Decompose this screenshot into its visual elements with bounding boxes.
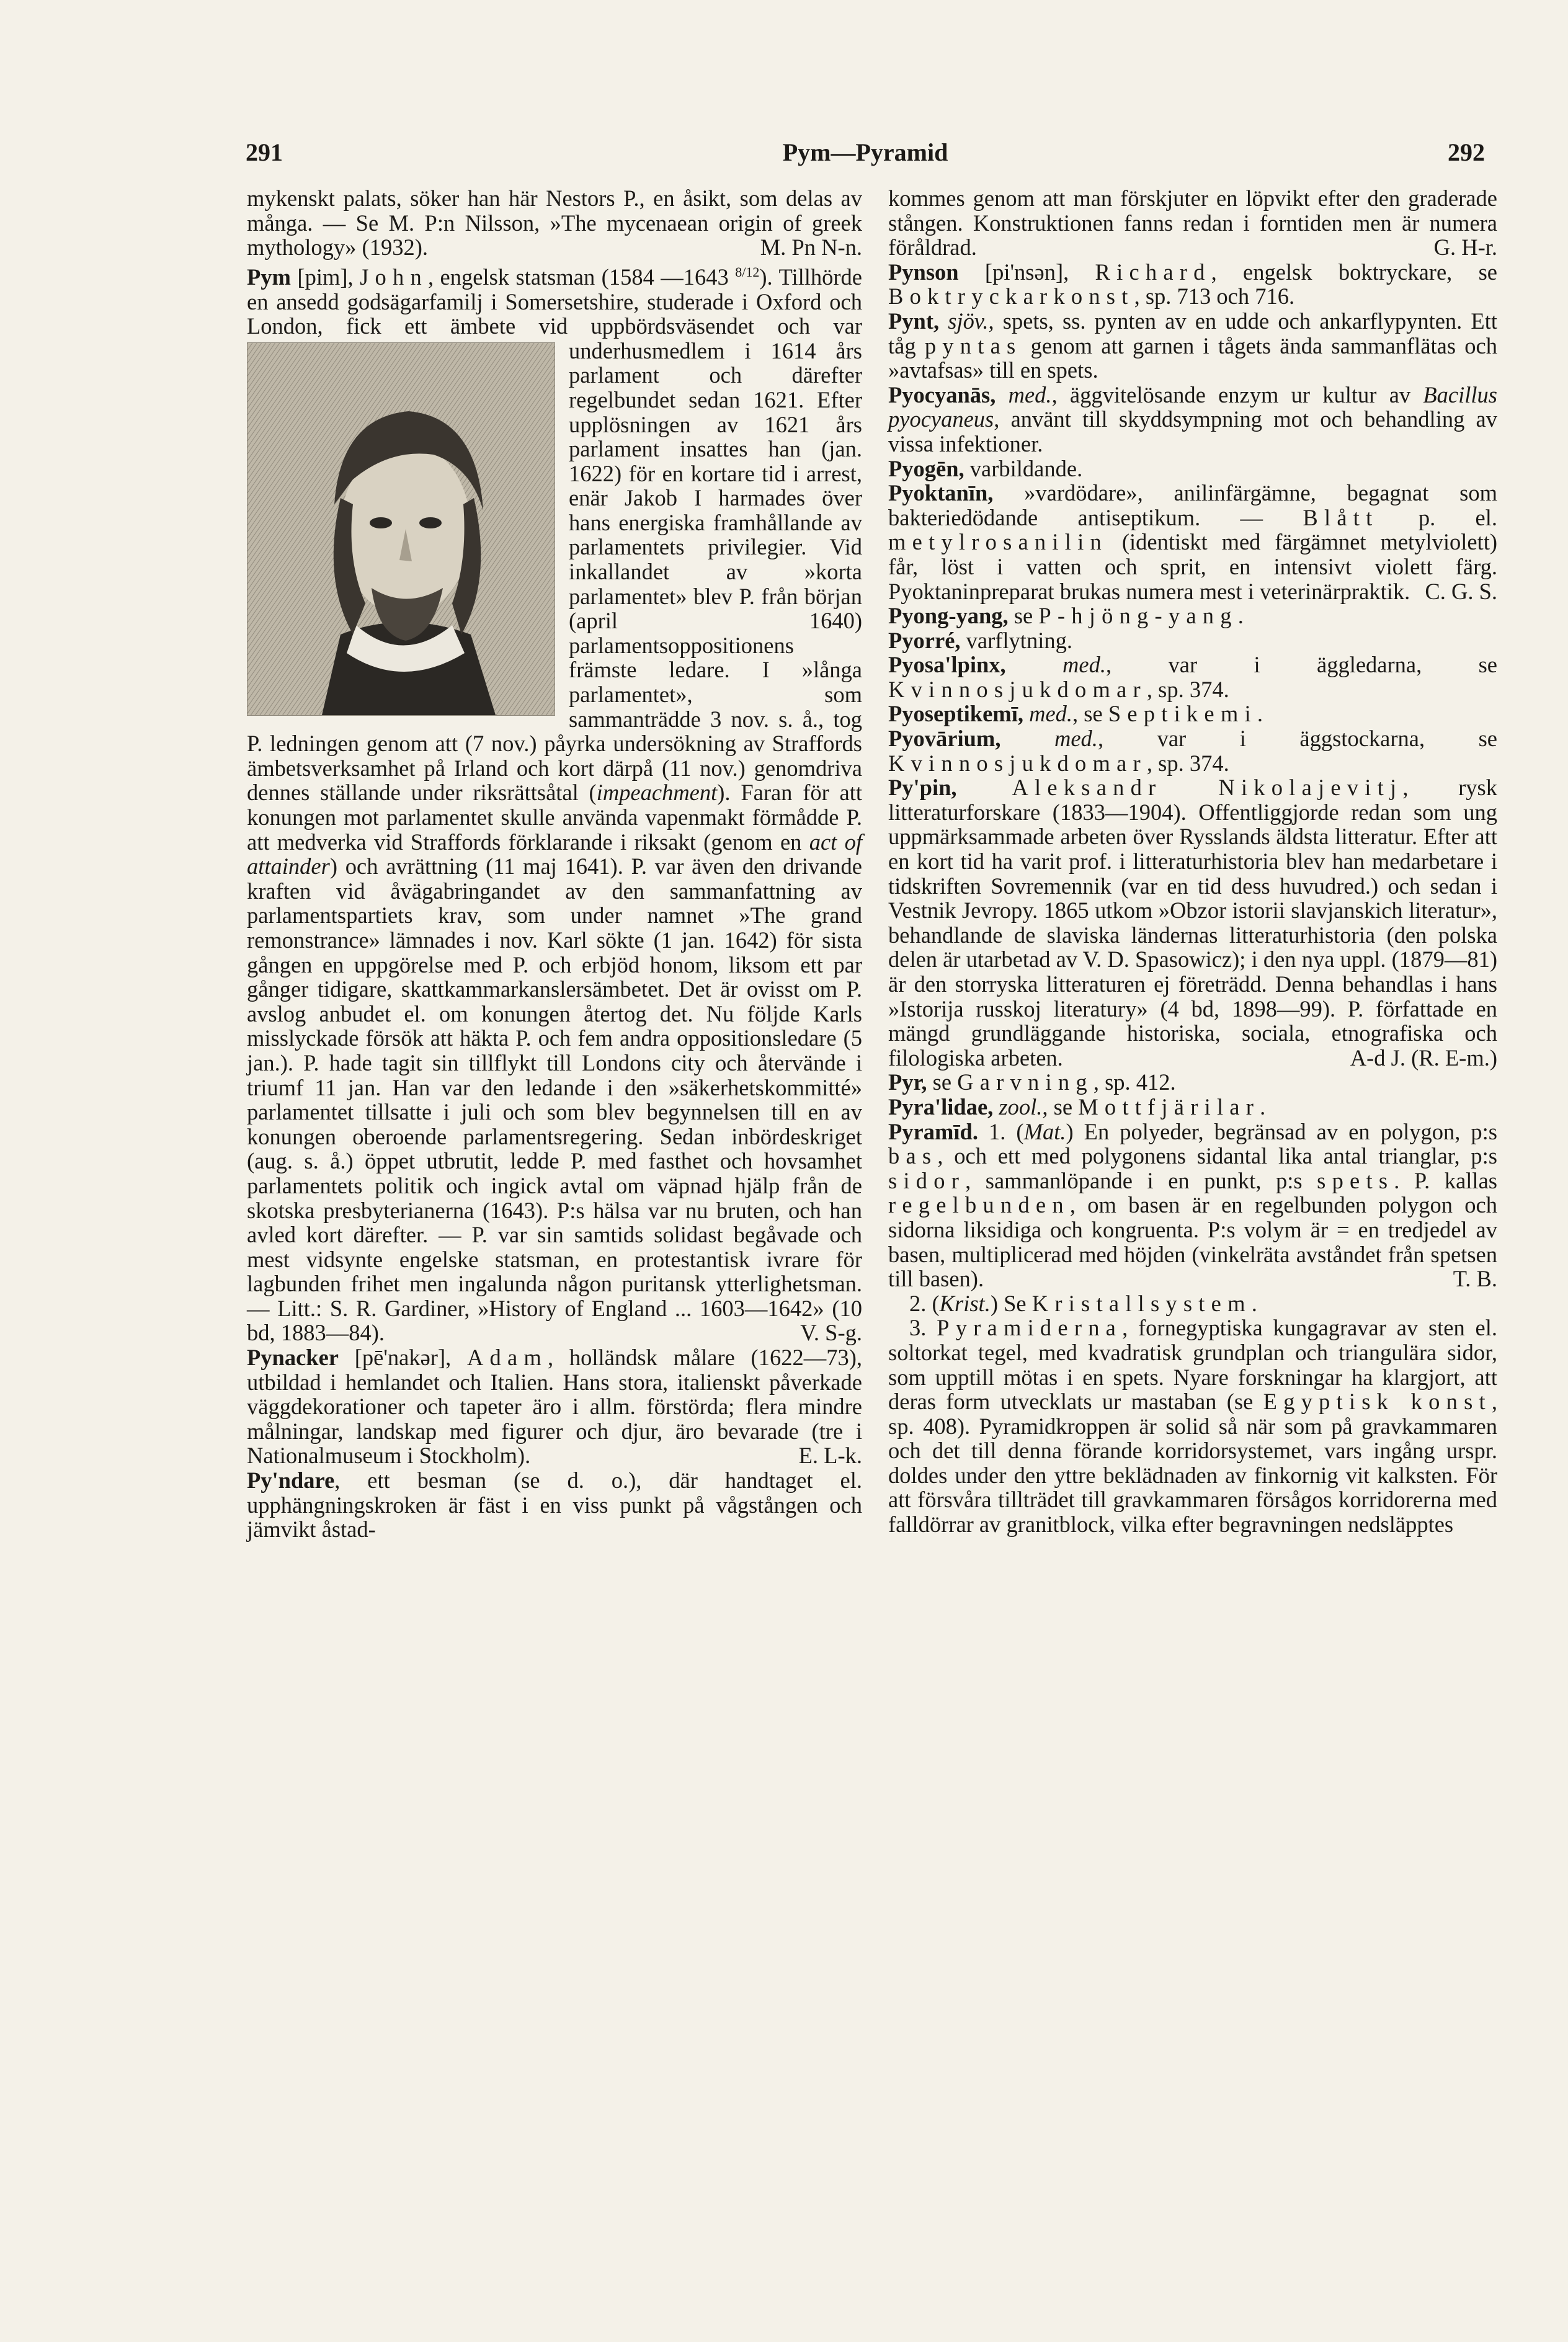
text: , fornegyptiska kungagravar av sten el. soltorkat tegel, med kvadratisk grundplan och triangulära sidor, som upptill mötas i en spets. Nyare forskningar ha klargjort, att deras form utvecklats ur mastaban (se (888, 1315, 1497, 1415)
entry-headword: Pyoktanīn, (888, 480, 994, 506)
text: , använt till skyddsympning mot och behandling av vissa infektioner. (888, 406, 1497, 456)
text: , sp. 374. (1146, 676, 1229, 702)
text: . (1251, 1290, 1257, 1316)
spaced-term: spets (1317, 1167, 1394, 1193)
pronunciation: [pē'nakər], (339, 1345, 467, 1371)
spaced-term: bas (888, 1143, 938, 1169)
text: , var i äggstockarna, se (1097, 726, 1498, 752)
cross-reference: Egyptisk konst (1263, 1389, 1492, 1415)
text: ) Se (990, 1290, 1032, 1316)
entry-continuation (888, 186, 1497, 260)
running-title: Pym—Pyramid (782, 138, 948, 166)
entry-headword: Pyoseptikemī, (888, 701, 1023, 727)
italic-term: Krist. (939, 1290, 991, 1316)
text: varbildande. (964, 455, 1083, 481)
cross-reference: P-hjöng-yang (1038, 603, 1238, 629)
italic-term: med. (1000, 726, 1098, 752)
text: ). Faran för att konungen mot parlamentet skulle använda vapenmakt förmådde P. att medverka vid Straffords förklarande i riksakt (genom en (247, 780, 862, 855)
spaced-term: pyntas (924, 332, 1022, 358)
date-fraction: 8/12 (735, 264, 760, 280)
spaced-term: Blått (1303, 504, 1379, 530)
text: , och ett med polygonens sidantal lika antal trianglar, p:s (937, 1143, 1497, 1169)
spaced-term: metylrosanilin (888, 529, 1108, 555)
entry-headword: Pyovārium, (888, 726, 1001, 752)
spaced-term: regelbunden (888, 1192, 1070, 1218)
author-signature: E. L-k. (798, 1443, 862, 1469)
cross-reference: Kvinnosjukdomar (888, 750, 1147, 776)
first-name: Adam (466, 1345, 548, 1371)
author-signature: V. S-g. (800, 1320, 862, 1346)
entry-pynt (888, 309, 1497, 383)
entry-pynacker (247, 1345, 862, 1468)
entry-pyovarium (888, 726, 1497, 775)
text: . P. kallas (1394, 1167, 1497, 1193)
text: se (1008, 603, 1039, 629)
pronunciation: [pim], (290, 264, 360, 290)
text: . (1260, 1093, 1266, 1120)
entry-headword: Pynt, (888, 308, 940, 334)
entry-pyosalpinx (888, 652, 1497, 701)
entry-continuation (247, 186, 862, 260)
entry-pyogen (888, 456, 1497, 481)
text: . (1257, 701, 1263, 727)
text: ) En polyeder, begränsad av en polygon, p:s (1066, 1118, 1497, 1144)
entry-pyramid-3 (888, 1316, 1497, 1536)
italic-term: med. (1023, 701, 1073, 727)
text: , om basen är en regelbunden polygon och sidorna liksidiga och kongruenta. P:s volym är = en tredjedel av basen, multiplicerad med höjden (vinkelräta avståndet från spetsen till basen). (888, 1192, 1497, 1292)
text: 1. ( (978, 1118, 1024, 1144)
first-name: John (360, 264, 428, 290)
italic-term: Bacillus pyocyaneus (888, 381, 1498, 432)
entry-headword: Pyorré, (888, 627, 961, 653)
text: mykenskt palats, söker han här Nestors P., en åsikt, som delas av många. — Se M. P:n Nilsson, »The mycenaean origin of greek mythology» (1932). (247, 185, 862, 260)
entry-headword: Pyosa'lpinx, (888, 652, 1006, 678)
cross-reference: Mottfjärilar (1078, 1093, 1260, 1120)
cross-reference: Garvning (957, 1069, 1094, 1095)
entry-headword: Pyogēn, (888, 455, 964, 481)
text: , sp. 713 och 716. (1134, 283, 1295, 309)
entry-pyorre (888, 628, 1497, 653)
portrait-john-pym (247, 342, 555, 716)
text: ). Tillhörde en ansedd godsägarfamilj i Somersetshire, studerade i Oxford och London, fick ett ämbete vid uppbördsväsendet och var underhusmedlem i 1614 års parlament och därefter regelbundet sedan 1621. Efter upplösningen av 1621 års parlament insattes han (jan. 1622) för en kortare tid i arrest, enär Jakob I harmades över hans energiska framhållande av parlamentets privilegier. Vid inkallandet av »korta parlamentet» blev P. från början (april 1640) parlamentsoppositionens främste ledare. I »långa parlamentet», som sammanträdde 3 nov. s. å., tog P. ledningen genom att (7 nov.) påyrka undersökning av Straffords ämbetsverksamhet på Irland och kort därpå (11 nov.) genomdriva dennes ställande under riksrättsåtal ( (247, 264, 862, 806)
entry-headword: Pyong-yang, (888, 603, 1009, 629)
text: , se (1072, 701, 1108, 727)
text: , engelsk boktryckare, se (1211, 259, 1497, 285)
entry-headword: Pym (247, 264, 291, 290)
entry-pyramid (888, 1120, 1497, 1291)
left-column (247, 186, 862, 1542)
cross-reference: Kvinnosjukdomar (888, 676, 1147, 702)
page-header (246, 138, 1485, 175)
text: (identiskt med färgämnet metylviolett) får, löst i vatten och sprit, en intensivt violett färg. Pyoktaninpreparat brukas numera mest i veterinärpraktik. (888, 529, 1497, 604)
text: ) och avrättning (11 maj 1641). P. var även den drivande kraften vid åvägabringandet av den sammanfattning av parlamentspartiets krav, som under namnet »The grand remonstrance» lämnades i nov. Karl sökte (1 jan. 1642) för sista gången en uppgörelse med P. och erbjöd honom, liksom ett par gånger tidigare, skattkammarkanslersämbetet. Det är ovisst om P. avslog anbudet el. om konungen återtog det. Nu följde Karls misslyckade försök att häkta P. och fem andra oppositionsledare (5 jan.). P. hade tagit sin tillflykt till Londons city och återvände i triumf 11 jan. Han var den ledande i den »säkerhetskommitté» parlamentet tillsatte i juli och som blev begynnelsen till en av konungen oberoende parlamentsregering. Sedan inbördeskriget (aug. s. å.) öppet utbrutit, ledde P. med fasthet och hovsamhet parlamentets politik och ingick avtal om väpnad hjälp från de skotska presbyterianerna (1643). P:s hälsa var nu bruten, och han avled kort därefter. — P. var sin samtids solidast begåvade och mest vidsynte engelske statsman, en protestantisk ivrare för lagbunden frihet men ingalunda någon puritansk ytterlighetsman. — Litt.: S. R. Gardiner, »History of England ... 1603—1642» (10 bd, 1883—84). (247, 853, 862, 1346)
entry-pyr (888, 1070, 1497, 1095)
spaced-term: Pyramiderna (937, 1315, 1123, 1341)
text: p. el. (1378, 504, 1498, 530)
entry-headword: Pynson (888, 259, 959, 285)
italic-term: zool. (993, 1093, 1043, 1120)
italic-term: med. (996, 381, 1052, 407)
text: . (1237, 603, 1244, 629)
portrait-icon (247, 343, 555, 715)
text: varflytning. (960, 627, 1072, 653)
spaced-term: sidor (888, 1167, 966, 1193)
author-signature: T. B. (1453, 1266, 1497, 1292)
text: 3. (909, 1315, 937, 1341)
text: , var i äggledarna, se (1105, 652, 1498, 678)
author-signature: C. G. S. (1425, 578, 1497, 604)
entry-pyoseptikemi (888, 701, 1497, 726)
entry-pypin (888, 775, 1497, 1070)
entry-pyndare (247, 1468, 862, 1542)
entry-pyralidae (888, 1095, 1497, 1120)
text: , holländsk målare (1622—73), utbildad i hemlandet och Italien. Hans stora, italienskt påverkade väggdekorationer och tapeter äro i allm. förstörda; flera mindre målningar, landskap med figurer och djur, äro bevarade (tre i Nationalmuseum i Stockholm). (247, 1345, 862, 1469)
cross-reference: Kristallsystem (1031, 1290, 1252, 1316)
entry-pyocyanas (888, 383, 1497, 456)
entry-pynson (888, 260, 1497, 309)
entry-headword: Pyocyanās, (888, 381, 996, 407)
author-signature: A-d J. (R. E-m.) (1350, 1044, 1497, 1071)
cross-reference: Boktryckarkonst (888, 283, 1134, 309)
text: , ett besman (se d. o.), där handtaget el. upphängningskroken är fäst i en viss punkt på vågstången och jämvikt åstad- (247, 1467, 862, 1543)
text: , rysk litteraturforskare (1833—1904). Offentliggjorde redan som ung uppmärksammade arbeten över Rysslands äldsta litteratur. Efter att en kort tid ha varit prof. i litteraturhistoria blev han medarbetare i tidskriften Sovremennik (var en tid dess huvudred.) och sedan i Vestnik Jevropy. 1865 utkom »Obzor istorii slavjanskich literatur», behandlande de slaviska ländernas litteraturhistoria (den polska delen är utarbetad av V. D. Spasowicz); i den nya uppl. (1879—81) är den storryska litteraturen ej företrädd. Denna behandlas i hans »Istorija russkoj literatury» (4 bd, 1898—99). P. författade en mängd grundläggande historiska, sociala, etnografiska och filologiska arbeten. (888, 775, 1497, 1071)
text: , engelsk statsman (1584 —1643 (427, 264, 736, 290)
text: , spets, ss. pynten av en udde och ankarflypynten. Ett tåg (888, 308, 1498, 358)
right-column (888, 186, 1497, 1537)
entry-headword: Pynacker (247, 1345, 339, 1371)
entry-headword: Py'ndare (247, 1467, 335, 1494)
text: genom att garnen i tågets ända sammanflätas och »avtafsas» till en spets. (888, 332, 1498, 383)
full-name: Aleksandr Nikolajevitj (956, 775, 1403, 801)
author-signature: M. Pn N-n. (760, 234, 862, 260)
entry-headword: Pyramīd. (888, 1118, 978, 1144)
text: 2. ( (909, 1290, 940, 1316)
text: , sp. 408). Pyramidkroppen är solid så när som på gravkammaren och det till denna förande korridorsystemet, vars ingång urspr. doldes under den yttre beklädnaden av finkornig vit kalksten. För att försvåra tillträdet till gravkammaren försågos korridorerna med falldörrar av granitblock, vilka efter begravningen nedsläpptes (888, 1389, 1497, 1538)
italic-term: med. (1005, 652, 1106, 678)
cross-reference: Septikemi (1108, 701, 1257, 727)
text: kommes genom att man förskjuter en löpvikt efter den graderade stången. Konstruktionen fanns redan i forntiden men är numera föråldrad. (888, 185, 1497, 260)
page-number-left: 291 (246, 138, 283, 166)
text: , sammanlöpande i en punkt, p:s (965, 1167, 1317, 1193)
text: , sp. 412. (1093, 1069, 1176, 1095)
italic-term: impeachment (596, 780, 718, 806)
entry-headword: Pyr, (888, 1069, 927, 1095)
text: se (927, 1069, 958, 1095)
entry-pyoktanin (888, 481, 1497, 603)
text: , äggvitelösande enzym ur kultur av (1051, 381, 1423, 407)
page-number-right: 292 (1448, 138, 1485, 166)
entry-headword: Py'pin, (888, 775, 957, 801)
first-name: Richard (1095, 259, 1211, 285)
text: , sp. 374. (1146, 750, 1229, 776)
italic-term: sjöv. (939, 308, 989, 334)
text: , se (1042, 1093, 1079, 1120)
italic-term: act of attainder (247, 829, 862, 879)
entry-pyramid-2 (888, 1291, 1497, 1316)
entry-headword: Pyra'lidae, (888, 1093, 994, 1120)
italic-term: Mat. (1023, 1118, 1066, 1144)
entry-pyongyang (888, 603, 1497, 628)
text: »vardödare», anilinfärgämne, begagnat som bakteriedödande antiseptikum. — (888, 480, 1497, 530)
entry-pym (247, 260, 862, 1345)
author-signature: G. H-r. (1433, 234, 1497, 260)
pronunciation: [pi'nsən], (958, 259, 1095, 285)
